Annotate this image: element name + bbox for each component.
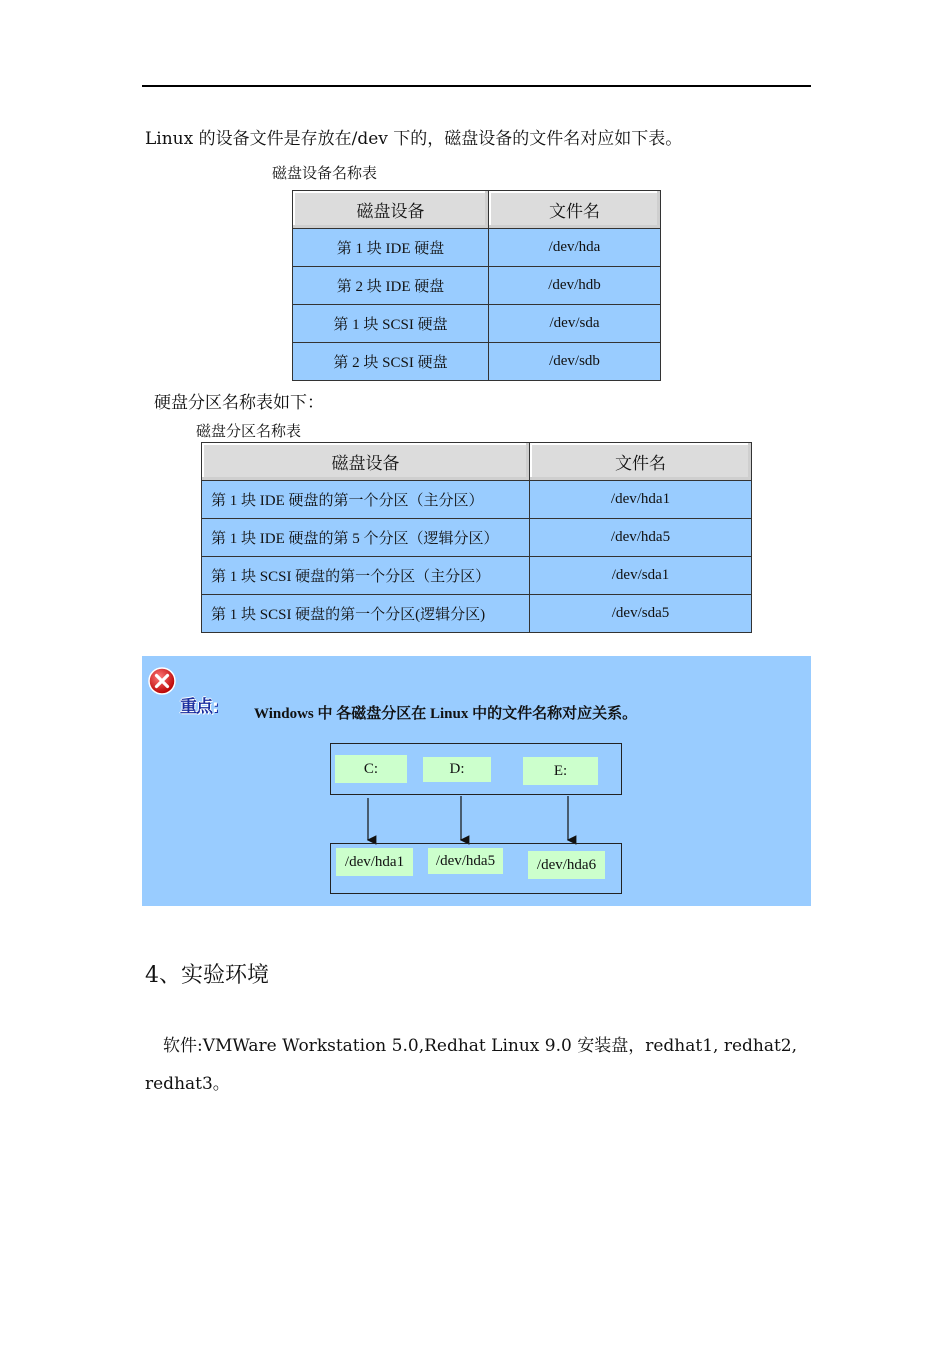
key-point-text: Windows 中 各磁盘分区在 Linux 中的文件名称对应关系。 — [254, 706, 638, 722]
table-row — [293, 229, 661, 267]
filename-cell: /dev/sda5 — [530, 595, 752, 633]
table-header-row — [293, 191, 661, 229]
table-row — [202, 481, 752, 519]
filename-cell: /dev/hda — [489, 229, 661, 267]
linux-device: /dev/hda5 — [428, 848, 503, 874]
table-row — [202, 519, 752, 557]
column-header-device: 磁盘设备 — [202, 443, 530, 481]
intro-paragraph: Linux 的设备文件是存放在/dev 下的，磁盘设备的文件名对应如下表。 — [145, 129, 683, 149]
section-heading: 4、实验环境 — [145, 963, 269, 988]
key-point-note — [142, 656, 811, 906]
table-header-row — [202, 443, 752, 481]
device-cell: 第 1 块 SCSI 硬盘 — [293, 305, 489, 343]
column-header-device: 磁盘设备 — [293, 191, 489, 229]
device-cell: 第 1 块 IDE 硬盘的第 5 个分区（逻辑分区） — [202, 519, 530, 557]
filename-cell: /dev/sda — [489, 305, 661, 343]
windows-drive: E: — [523, 757, 598, 785]
key-point-colon: : — [212, 697, 218, 717]
disk-device-table — [292, 190, 661, 381]
device-cell: 第 2 块 SCSI 硬盘 — [293, 343, 489, 381]
filename-cell: /dev/hda5 — [530, 519, 752, 557]
partition-intro: 硬盘分区名称表如下： — [154, 393, 324, 413]
filename-cell: /dev/sda1 — [530, 557, 752, 595]
device-cell: 第 1 块 IDE 硬盘 — [293, 229, 489, 267]
windows-drive: D: — [423, 757, 491, 782]
device-cell: 第 2 块 IDE 硬盘 — [293, 267, 489, 305]
column-header-filename: 文件名 — [530, 443, 752, 481]
device-cell: 第 1 块 SCSI 硬盘的第一个分区(逻辑分区) — [202, 595, 530, 633]
table1-caption: 磁盘设备名称表 — [272, 164, 378, 182]
software-line-2: redhat3。 — [145, 1074, 230, 1094]
table-row — [293, 343, 661, 381]
linux-device: /dev/hda6 — [528, 851, 605, 879]
filename-cell: /dev/hdb — [489, 267, 661, 305]
table-row — [293, 305, 661, 343]
filename-cell: /dev/hda1 — [530, 481, 752, 519]
key-point-label-text: 重点 — [180, 697, 212, 717]
device-cell: 第 1 块 IDE 硬盘的第一个分区（主分区） — [202, 481, 530, 519]
column-header-filename: 文件名 — [489, 191, 661, 229]
device-cell: 第 1 块 SCSI 硬盘的第一个分区（主分区） — [202, 557, 530, 595]
table2-caption: 磁盘分区名称表 — [196, 422, 302, 440]
header-rule — [142, 85, 811, 87]
table-row — [202, 595, 752, 633]
partition-table — [201, 442, 752, 633]
software-line-1: 软件:VMWare Workstation 5.0,Redhat Linux 9.0 安装盘，redhat1, redhat2, — [163, 1036, 798, 1056]
linux-device: /dev/hda1 — [336, 848, 413, 876]
filename-cell: /dev/sdb — [489, 343, 661, 381]
windows-drive: C: — [335, 755, 407, 783]
table-row — [293, 267, 661, 305]
table-row — [202, 557, 752, 595]
